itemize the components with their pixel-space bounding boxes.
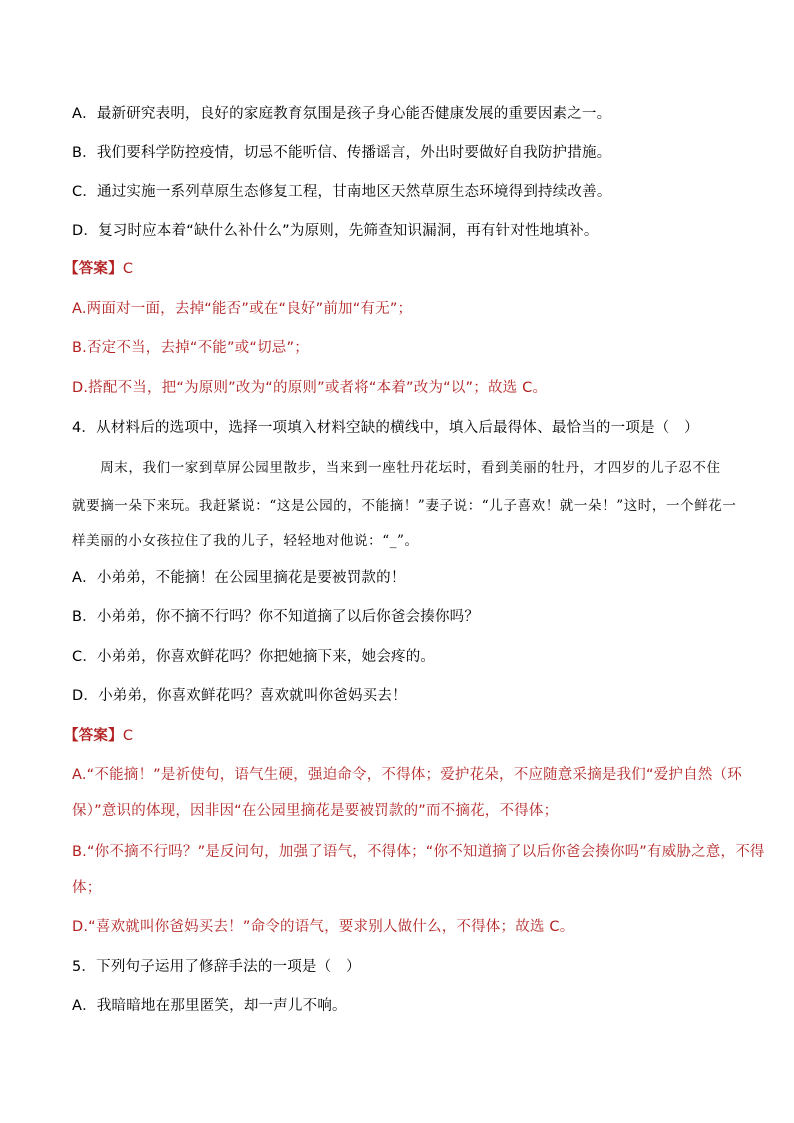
q3-option-a: A．最新研究表明，良好的家庭教育氛围是孩子身心能否健康发展的重要因素之一。 xyxy=(72,106,612,122)
q5-option-a: A．我暗暗地在那里匿笑，却一声儿不响。 xyxy=(72,998,347,1014)
q4-option-b: B．小弟弟，你不摘不行吗？你不知道摘了以后你爸会揍你吗？ xyxy=(72,609,480,625)
q3-option-d: D．复习时应本着“缺什么补什么”为原则，先筛查知识漏洞，再有针对性地填补。 xyxy=(72,223,599,239)
answer-label: 【答案】 xyxy=(64,728,123,744)
answer-letter: C xyxy=(122,728,134,744)
q4-stem: 4．从材料后的选项中，选择一项填入材料空缺的横线中，填入后最得体、最恰当的一项是（ ） xyxy=(72,420,699,436)
q4-explanation-a-line-1: A.“不能摘！”是祈使句，语气生硬，强迫命令，不得体；爱护花朵，不应随意采摘是我们“爱护自然（环 xyxy=(72,767,742,783)
q3-option-c: C．通过实施一系列草原生态修复工程，甘南地区天然草原生态环境得到持续改善。 xyxy=(72,184,612,200)
answer-label: 【答案】 xyxy=(64,261,123,277)
q3-explanation-a: A.两面对一面，去掉“能否”或在“良好”前加“有无”； xyxy=(72,301,413,317)
answer-letter: C xyxy=(122,261,134,277)
q4-passage-line-2: 就要摘一朵下来玩。我赶紧说：“这是公园的，不能摘！”妻子说：“儿子喜欢！就一朵！”这时，一个鲜花一 xyxy=(72,498,737,514)
q4-option-c: C．小弟弟，你喜欢鲜花吗？你把她摘下来，她会疼的。 xyxy=(72,649,436,665)
q4-explanation-b-line-2: 体； xyxy=(72,880,102,896)
q3-explanation-b: B.否定不当，去掉“不能”或“切忌”； xyxy=(72,340,309,356)
q4-answer xyxy=(64,726,754,746)
q4-explanation-b-line-1: B.“你不摘不行吗？”是反问句，加强了语气，不得体；“你不知道摘了以后你爸会揍你吗”有威胁之意，不得 xyxy=(72,844,765,860)
q3-answer xyxy=(64,259,754,279)
q4-option-d: D．小弟弟，你喜欢鲜花吗？喜欢就叫你爸妈买去！ xyxy=(72,688,407,704)
q4-passage-line-3: 样美丽的小女孩拉住了我的儿子，轻轻地对他说：“_”。 xyxy=(72,533,419,549)
q4-passage-line-1: 周末，我们一家到草屏公园里散步，当来到一座牡丹花坛时，看到美丽的牡丹，才四岁的儿子忍不住 xyxy=(72,460,721,476)
q4-explanation-a-line-2: 保）”意识的体现，因非因“在公园里摘花是要被罚款的”而不摘花，不得体； xyxy=(72,803,559,819)
q3-explanation-d: D.搭配不当，把“为原则”改为“的原则”或者将“本着”改为“以”；故选 C。 xyxy=(72,380,548,396)
q4-option-a: A．小弟弟，不能摘！在公园里摘花是要被罚款的！ xyxy=(72,570,406,586)
q3-option-b: B．我们要科学防控疫情，切忌不能听信、传播谣言，外出时要做好自我防护措施。 xyxy=(72,145,612,161)
q4-explanation-d: D.“喜欢就叫你爸妈买去！”命令的语气，要求别人做什么，不得体；故选 C。 xyxy=(72,919,575,935)
q5-stem: 5．下列句子运用了修辞手法的一项是（ ） xyxy=(72,959,361,975)
